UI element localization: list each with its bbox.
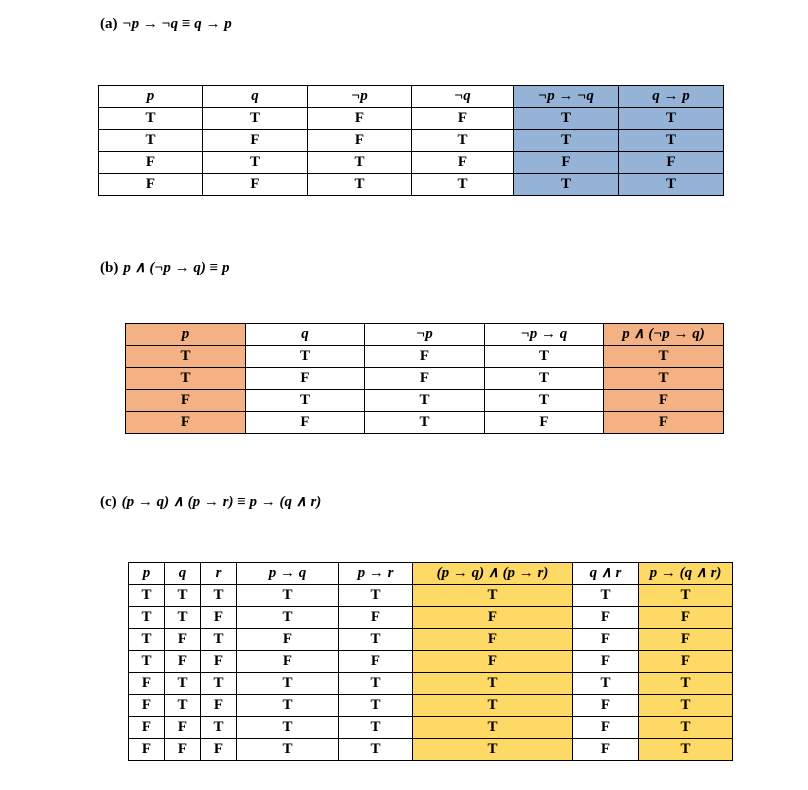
truth-value-cell: T: [639, 695, 733, 717]
truth-value-cell: T: [514, 130, 619, 152]
truth-value-cell: F: [165, 629, 201, 651]
truth-value-cell: T: [514, 108, 619, 130]
truth-value-cell: T: [639, 673, 733, 695]
header-row: [126, 324, 724, 346]
truth-value-cell: F: [413, 607, 573, 629]
truth-value-cell: T: [514, 174, 619, 196]
column-header: (p → q) ∧ (p → r): [413, 563, 573, 585]
truth-value-cell: T: [165, 585, 201, 607]
truth-value-cell: T: [129, 585, 165, 607]
truth-value-cell: T: [339, 673, 413, 695]
truth-value-cell: F: [129, 673, 165, 695]
truth-value-cell: T: [412, 130, 514, 152]
truth-value-cell: T: [237, 717, 339, 739]
truth-value-cell: T: [485, 346, 604, 368]
truth-value-cell: T: [201, 717, 237, 739]
truth-value-cell: T: [604, 346, 724, 368]
section-a-title: [100, 16, 232, 33]
truth-value-cell: F: [339, 607, 413, 629]
truth-value-cell: T: [413, 673, 573, 695]
truth-value-cell: F: [604, 412, 724, 434]
truth-value-cell: T: [129, 607, 165, 629]
truth-value-cell: T: [413, 717, 573, 739]
column-header: r: [201, 563, 237, 585]
column-header: q: [246, 324, 365, 346]
truth-value-cell: T: [308, 174, 412, 196]
truth-value-cell: F: [639, 607, 733, 629]
truth-value-cell: T: [339, 585, 413, 607]
truth-value-cell: F: [514, 152, 619, 174]
truth-value-cell: T: [237, 673, 339, 695]
truth-value-cell: T: [365, 412, 485, 434]
column-header: p: [126, 324, 246, 346]
table-row: [126, 368, 724, 390]
truth-value-cell: F: [246, 412, 365, 434]
table-row: [129, 717, 733, 739]
truth-value-cell: T: [237, 607, 339, 629]
truth-value-cell: T: [639, 739, 733, 761]
truth-value-cell: T: [126, 368, 246, 390]
truth-value-cell: F: [129, 739, 165, 761]
truth-value-cell: T: [246, 390, 365, 412]
truth-value-cell: F: [201, 651, 237, 673]
table-row: [129, 651, 733, 673]
truth-value-cell: T: [246, 346, 365, 368]
truth-value-cell: F: [201, 739, 237, 761]
truth-value-cell: F: [237, 651, 339, 673]
truth-value-cell: T: [201, 673, 237, 695]
table-row: [126, 390, 724, 412]
truth-value-cell: F: [573, 717, 639, 739]
truth-value-cell: F: [573, 695, 639, 717]
table-row: [126, 412, 724, 434]
truth-value-cell: T: [203, 108, 308, 130]
truth-value-cell: F: [604, 390, 724, 412]
column-header: q: [203, 86, 308, 108]
truth-value-cell: F: [237, 629, 339, 651]
truth-value-cell: T: [413, 585, 573, 607]
truth-value-cell: T: [129, 651, 165, 673]
truth-value-cell: F: [308, 130, 412, 152]
column-header: ¬q: [412, 86, 514, 108]
truth-value-cell: T: [99, 130, 203, 152]
section-c-title: [100, 492, 321, 511]
truth-value-cell: F: [573, 607, 639, 629]
truth-value-cell: T: [339, 695, 413, 717]
truth-value-cell: F: [412, 152, 514, 174]
truth-value-cell: F: [339, 651, 413, 673]
section-a-formula: ¬p → ¬q ≡ q → p: [122, 16, 232, 32]
truth-value-cell: F: [99, 174, 203, 196]
truth-value-cell: T: [639, 717, 733, 739]
truth-value-cell: F: [201, 695, 237, 717]
column-header: q ∧ r: [573, 563, 639, 585]
column-header: p → r: [339, 563, 413, 585]
truth-value-cell: T: [165, 673, 201, 695]
table-row: [99, 108, 724, 130]
column-header: p ∧ (¬p → q): [604, 324, 724, 346]
section-c-formula: (p → q) ∧ (p → r) ≡ p → (q ∧ r): [121, 494, 322, 510]
truth-value-cell: F: [165, 717, 201, 739]
truth-value-cell: T: [413, 695, 573, 717]
truth-value-cell: T: [604, 368, 724, 390]
truth-value-cell: F: [573, 651, 639, 673]
header-row: [99, 86, 724, 108]
column-header: q → p: [619, 86, 724, 108]
truth-value-cell: F: [126, 412, 246, 434]
table-row: [129, 585, 733, 607]
truth-value-cell: T: [165, 607, 201, 629]
table-row: [99, 152, 724, 174]
truth-value-cell: T: [203, 152, 308, 174]
truth-value-cell: F: [165, 739, 201, 761]
truth-value-cell: T: [201, 629, 237, 651]
truth-value-cell: T: [237, 695, 339, 717]
column-header: ¬p: [365, 324, 485, 346]
truth-value-cell: F: [639, 629, 733, 651]
section-b-title: [100, 258, 229, 277]
section-c-label: (c): [100, 494, 117, 510]
truth-value-cell: F: [365, 368, 485, 390]
truth-value-cell: F: [126, 390, 246, 412]
truth-value-cell: F: [573, 629, 639, 651]
section-b-label: (b): [100, 260, 119, 276]
column-header: p → q: [237, 563, 339, 585]
truth-value-cell: T: [619, 174, 724, 196]
section-a-label: (a): [100, 16, 118, 32]
truth-value-cell: F: [203, 174, 308, 196]
truth-value-cell: F: [165, 651, 201, 673]
column-header: p: [99, 86, 203, 108]
truth-value-cell: F: [413, 629, 573, 651]
truth-value-cell: F: [365, 346, 485, 368]
truth-value-cell: F: [99, 152, 203, 174]
column-header: p → (q ∧ r): [639, 563, 733, 585]
truth-value-cell: T: [339, 739, 413, 761]
truth-value-cell: F: [573, 739, 639, 761]
truth-value-cell: T: [339, 717, 413, 739]
truth-value-cell: F: [203, 130, 308, 152]
truth-value-cell: F: [413, 651, 573, 673]
column-header: ¬p: [308, 86, 412, 108]
truth-table-c: [128, 562, 733, 761]
truth-value-cell: T: [639, 585, 733, 607]
section-b-formula: p ∧ (¬p → q) ≡ p: [123, 260, 230, 276]
table-row: [129, 673, 733, 695]
truth-value-cell: T: [237, 585, 339, 607]
truth-value-cell: F: [485, 412, 604, 434]
table-row: [129, 739, 733, 761]
truth-value-cell: T: [619, 130, 724, 152]
truth-value-cell: F: [201, 607, 237, 629]
truth-value-cell: T: [573, 673, 639, 695]
truth-value-cell: T: [413, 739, 573, 761]
truth-value-cell: F: [412, 108, 514, 130]
table-row: [129, 607, 733, 629]
truth-value-cell: F: [246, 368, 365, 390]
truth-value-cell: T: [165, 695, 201, 717]
table-row: [99, 174, 724, 196]
truth-value-cell: T: [365, 390, 485, 412]
truth-value-cell: F: [129, 717, 165, 739]
truth-value-cell: T: [99, 108, 203, 130]
column-header: q: [165, 563, 201, 585]
column-header: p: [129, 563, 165, 585]
truth-table-b: [125, 323, 724, 434]
table-row: [126, 346, 724, 368]
column-header: ¬p → q: [485, 324, 604, 346]
header-row: [129, 563, 733, 585]
truth-value-cell: F: [639, 651, 733, 673]
column-header: ¬p → ¬q: [514, 86, 619, 108]
truth-value-cell: T: [308, 152, 412, 174]
truth-value-cell: T: [339, 629, 413, 651]
truth-value-cell: T: [485, 368, 604, 390]
table-row: [129, 695, 733, 717]
table-row: [99, 130, 724, 152]
truth-table-a: [98, 85, 724, 196]
truth-value-cell: T: [573, 585, 639, 607]
truth-value-cell: F: [308, 108, 412, 130]
truth-value-cell: T: [201, 585, 237, 607]
truth-value-cell: F: [129, 695, 165, 717]
truth-value-cell: F: [619, 152, 724, 174]
truth-value-cell: T: [412, 174, 514, 196]
truth-value-cell: T: [129, 629, 165, 651]
truth-value-cell: T: [619, 108, 724, 130]
truth-value-cell: T: [485, 390, 604, 412]
table-row: [129, 629, 733, 651]
truth-value-cell: T: [237, 739, 339, 761]
truth-value-cell: T: [126, 346, 246, 368]
